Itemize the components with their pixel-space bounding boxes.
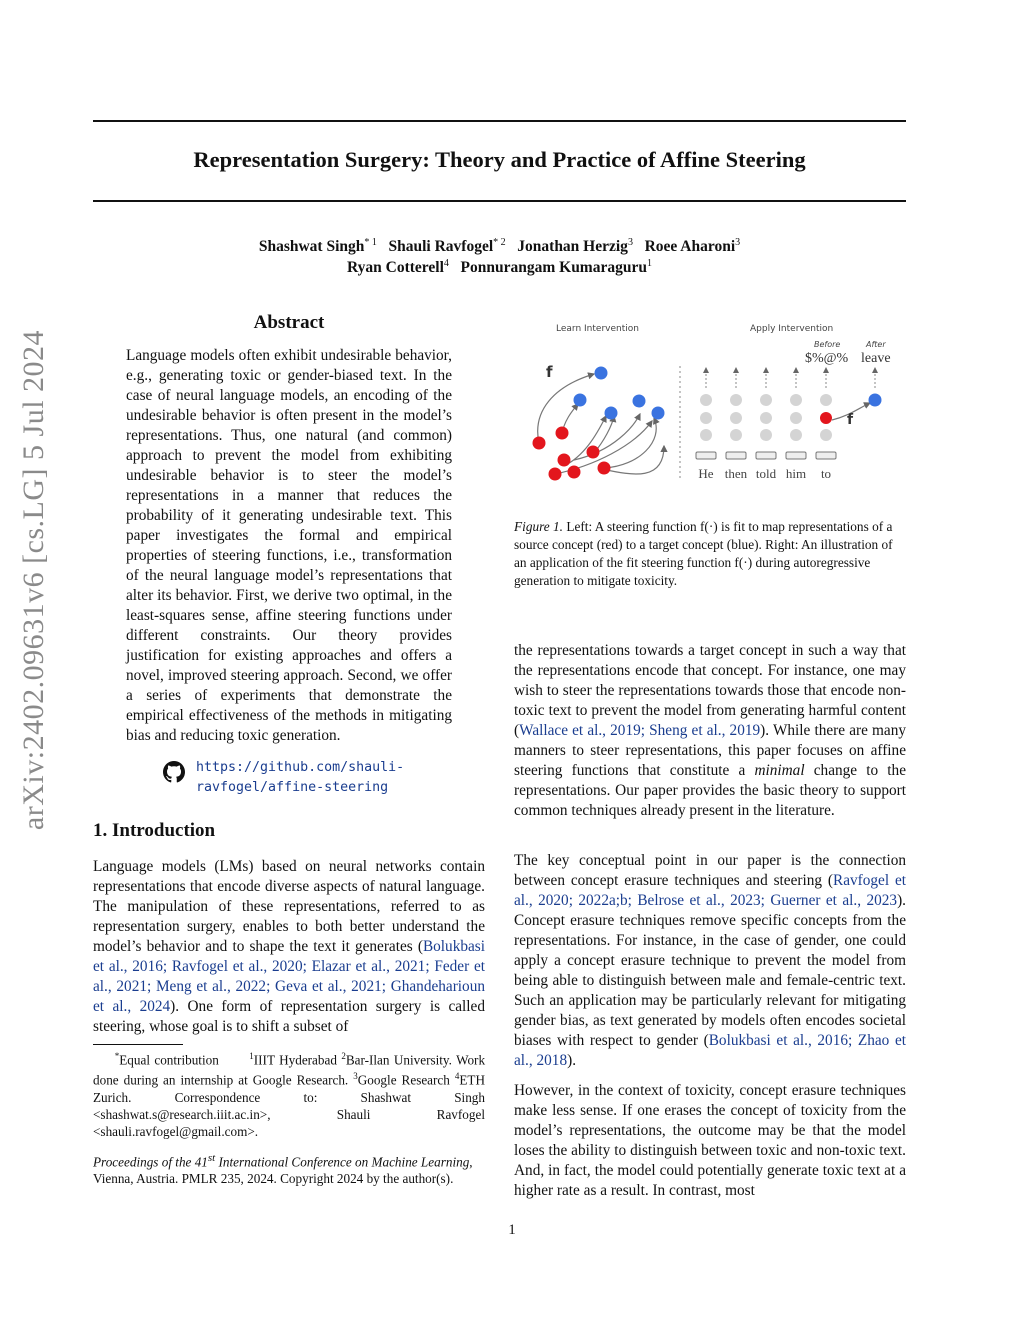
author-affiliation: * 2 — [493, 237, 506, 248]
source-point — [598, 462, 611, 475]
citation-link[interactable]: Bolukbasi et al., 2016; Zhao et al., 2018 — [514, 1032, 907, 1069]
abstract-heading: Abstract — [253, 312, 325, 333]
author: Roee Aharoni — [644, 238, 736, 256]
body-text: ). While there are many manners to steer representations, this paper focuses on affine steering functions that constitute a — [514, 722, 906, 779]
author-affiliation: * 1 — [364, 237, 377, 248]
body-text: The key conceptual point in our paper is the connection between concept erasure techniques and steering ( — [514, 852, 906, 889]
body-text: ). Concept erasure techniques remove specific concepts from the representations. For instance, in the case of gender, one could apply a concept erasure technique to prevent the model from being able to distinguish between male and female-centric text. Such an application may be particularly relevant for mitigating gender bias, as text generated by models often encodes societal biases with respect to gender ( — [514, 892, 906, 1049]
after-label: After — [866, 340, 886, 349]
intro-text: Language models (LMs) based on neural networks contain representations that encode diverse aspects of natural language. The manipulation of these representations, referred to as representation surgery, enables to both better understand the model’s behavior and to shape the text it generates ( — [93, 858, 485, 955]
hidden-state-point — [730, 429, 742, 441]
hidden-state-point — [760, 394, 772, 406]
proceedings-superscript: st — [207, 1152, 216, 1164]
before-token: $%@% — [805, 351, 849, 366]
author-affiliation: 4 — [443, 258, 449, 269]
token-columns — [696, 368, 836, 481]
author: Shashwat Singh — [258, 238, 365, 256]
footnote-rule — [93, 1044, 183, 1045]
apply-intervention-label: Apply Intervention — [750, 324, 834, 334]
caption-text: Left: A steering function f(·) is fit to map representations of a source concept (red) to a target concept (blue). Right: An illustration of an application of the fit steering function f(·) during autoregressive generation to mitigate toxicity. — [514, 519, 893, 588]
github-icon[interactable] — [163, 761, 185, 783]
proceedings-text: , Vienna, Austria. PMLR 235, 2024. Copyright 2024 by the author(s). — [93, 1154, 473, 1187]
author-affiliation: 3 — [735, 237, 741, 248]
author: Jonathan Herzig — [517, 238, 628, 256]
source-point — [533, 437, 546, 450]
intro-text: ). One form of representation surgery is called steering, whose goal is to shift a subset of — [93, 998, 485, 1035]
proceedings-text: Proceedings of the — [93, 1154, 192, 1170]
author: Ponnurangam Kumaraguru — [460, 259, 647, 277]
intro-paragraph — [93, 857, 485, 1037]
f-label-left: f — [546, 363, 553, 381]
source-point — [568, 466, 581, 479]
hidden-state-point — [760, 429, 772, 441]
hidden-state-point — [760, 412, 772, 424]
page-number: 1 — [508, 1222, 516, 1238]
footnote-text: Bar-Ilan University. Work done during an internship at Google Research. — [93, 1052, 486, 1088]
target-point — [652, 407, 665, 420]
target-point — [605, 407, 618, 420]
figure-1-caption — [514, 518, 906, 590]
token-box — [696, 452, 716, 459]
abstract-text: Language models often exhibit undesirable behavior, e.g., generating toxic or gender-biased text. In the case of neural language models, an encoding of the undesirable behavior is often present in the model’s representations. Thus, one natural (and common) approach to prevent the model from exhibiting undesirable behavior is to steer the model’s representations in a manner that reduces the probability of it generating undesirable text. This paper investigates the formal and empirical properties of steering functions, i.e., transformation of the neural language model’s representations that alter its behavior. First, we derive two optimal, in the least-squares sense, affine steering functions under different constraints. Our theory provides justification for existing approaches and offers a novel, improved steering approach. Second, we offer a series of experiments that demonstrate the empirical effectiveness of the methods in mitigating bias and reducing toxic generation. — [126, 347, 452, 744]
footnote-text: Google Research — [357, 1072, 450, 1088]
proceedings-text: International Conference on Machine Learning — [218, 1154, 470, 1170]
token-label: told — [755, 466, 777, 481]
arxiv-sidebar — [14, 230, 54, 930]
f-label-right: f — [847, 412, 854, 428]
hidden-state-point — [700, 412, 712, 424]
title-rule-top — [93, 120, 906, 122]
right-paragraph-2 — [514, 851, 906, 1071]
steered-point — [869, 394, 882, 407]
arxiv-id: arXiv:2402.09631v6 [cs.LG] 5 Jul 2024 — [17, 329, 50, 831]
right-paragraph-3: However, in the context of toxicity, concept erasure techniques make less sense. If one erases the concept of toxicity from the model’s representations, the outcome may be that the model loses the ability to distinguish between toxic and non-toxic text. And, in fact, the model could potentially generate toxic text at a higher rate as a result. In contrast, most — [514, 1082, 906, 1199]
github-link[interactable] — [196, 758, 404, 798]
caption-label: Figure 1. — [514, 519, 563, 534]
token-label: to — [820, 466, 832, 481]
proceedings-note — [93, 1150, 485, 1187]
emphasis-text: minimal — [754, 762, 805, 779]
citation-link[interactable]: Wallace et al., 2019; Sheng et al., 2019 — [519, 722, 761, 739]
target-point — [574, 394, 587, 407]
token-box — [726, 452, 746, 459]
after-token: leave — [861, 351, 891, 366]
source-point — [549, 468, 562, 481]
github-url-line-2[interactable]: ravfogel/affine-steering — [196, 780, 389, 795]
proceedings-number: 41 — [194, 1154, 208, 1170]
token-label: him — [785, 466, 807, 481]
token-column — [696, 368, 716, 481]
footnotes: *Equal contribution $^1$IIIT Hyderabad $^2$Bar-Ilan University. Work done during an internship at Google Research. $^3$Google Research $^4$ETH Zurich. Correspondence to: Shashwat Singh <shashwat.s@research.iiit.ac.in>, Shauli Ravfogel <shauli.ravfogel@gmail.com>. — [93, 1051, 486, 1139]
author-affiliation: 3 — [627, 237, 633, 248]
source-point — [556, 427, 569, 440]
learn-intervention-label: Learn Intervention — [556, 324, 639, 334]
author-affiliation: 1 — [646, 258, 652, 269]
red-source-points — [533, 427, 611, 481]
author: Shauli Ravfogel — [388, 238, 494, 256]
authors-line-2 — [93, 258, 906, 277]
token-box — [816, 452, 836, 459]
hidden-state-point — [700, 429, 712, 441]
hidden-state-point — [730, 412, 742, 424]
github-url-line-1[interactable]: https://github.com/shauli- — [196, 760, 405, 775]
target-point — [633, 395, 646, 408]
hidden-state-point — [700, 394, 712, 406]
source-point — [558, 454, 571, 467]
token-label: then — [724, 466, 748, 481]
citation-link[interactable]: Ravfogel et al., 2020; 2022a;b; Belrose et al., 2023; Guerner et al., 2023 — [514, 872, 906, 909]
hidden-state-point — [790, 394, 802, 406]
source-point — [587, 446, 600, 459]
citation-link[interactable]: Bolukbasi et al., 2016; Ravfogel et al., 2020; Elazar et al., 2021; Feder et al., 2021; Meng et al., 2022; Geva et al., 2021; Ghandeharioun et al., 2024 — [93, 938, 485, 1015]
footnote-text: Equal contribution — [119, 1052, 219, 1068]
section-heading-introduction: 1. Introduction — [93, 820, 216, 841]
before-label: Before — [814, 340, 841, 349]
token-box — [756, 452, 776, 459]
target-point — [595, 367, 608, 380]
hidden-state-point — [790, 412, 802, 424]
paper-title: Representation Surgery: Theory and Practice of Affine Steering — [193, 147, 806, 172]
footnote-text: ETH Zurich. Correspondence to: Shashwat Singh <shashwat.s@research.iiit.ac.in>, Shauli Ravfogel <shauli.ravfogel@gmail.com>. — [93, 1072, 486, 1139]
footnote-text: IIIT Hyderabad — [253, 1052, 337, 1068]
title-rule-bottom — [93, 200, 906, 202]
token-label: He — [698, 466, 714, 481]
authors-line-1 — [93, 237, 906, 256]
toxic-point — [820, 412, 832, 424]
blue-target-points — [574, 367, 665, 420]
learn-arrows — [538, 374, 664, 474]
token-column — [816, 368, 836, 481]
hidden-state-point — [730, 394, 742, 406]
token-column — [786, 368, 806, 481]
token-column — [725, 368, 748, 481]
token-box — [786, 452, 806, 459]
body-text: the representations towards a target concept in such a way that the representations encode that concept. For instance, one may wish to steer the representations towards those that encode non-toxic text to prevent the model from generating harmful content ( — [514, 642, 906, 739]
author: Ryan Cotterell — [347, 259, 444, 277]
body-text: ). — [567, 1052, 577, 1069]
hidden-state-point — [820, 394, 832, 406]
body-text: change to the representations. Our paper provides the basic theory to support common techniques already present in the literature. — [514, 762, 906, 819]
right-paragraph-1 — [514, 641, 906, 821]
token-column — [756, 368, 777, 481]
figure-1 — [514, 316, 906, 506]
hidden-state-point — [820, 429, 832, 441]
hidden-state-point — [790, 429, 802, 441]
